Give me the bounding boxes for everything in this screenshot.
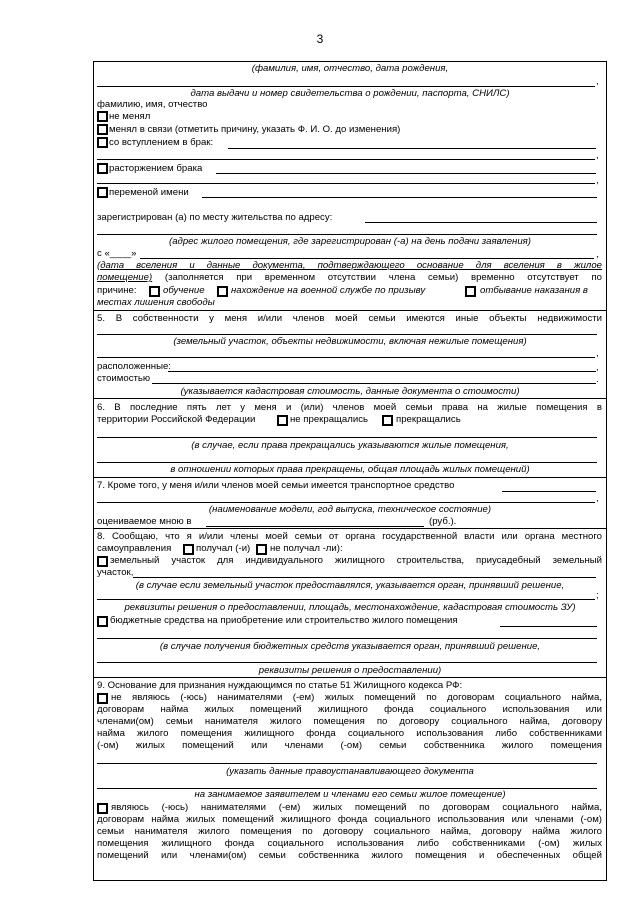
not-terminated-checkbox[interactable] xyxy=(277,415,288,426)
land-text: земельный участок для индивидуального жилищного строительства, приусадебный земельный xyxy=(110,555,602,566)
valued-suffix: (руб.). xyxy=(429,516,457,527)
not-tenant-checkbox[interactable] xyxy=(97,693,108,704)
rights-text: 6. В последние пять лет у меня и (или) членов моей семьи права на жилые помещения в xyxy=(97,402,602,413)
budget-line[interactable] xyxy=(500,626,597,627)
military-checkbox[interactable] xyxy=(217,286,228,297)
not-received-checkbox[interactable] xyxy=(256,544,267,555)
cost-line[interactable] xyxy=(152,383,596,384)
received-text: 8. Сообщаю, что я и/или члены моей семьи от органа государственной власти или органа местного xyxy=(97,531,602,542)
not-tenant-l5: (-ом) жилых помещений или членами (-ом) семьи собственника жилого помещения xyxy=(97,740,602,751)
budget-line-2[interactable] xyxy=(97,638,597,639)
not-changed-label: не менял xyxy=(109,111,151,122)
located-line[interactable] xyxy=(168,371,596,372)
divorce-checkbox[interactable] xyxy=(97,163,108,174)
absence-note: помещение) (заполняется при временном отсутствии члена семьи) временно отсутствует по xyxy=(97,272,602,283)
prison-label: отбывание наказания в xyxy=(480,285,588,296)
not-tenant-l1: не являюсь (-юсь) нанимателями (-ем) жилых помещений по договорам социального найма, xyxy=(111,692,602,703)
caption-budget-2: реквизиты решения о предоставлении) xyxy=(258,665,442,676)
study-label: обучение xyxy=(163,285,205,296)
caption-property: (земельный участок, объекты недвижимости, включая нежилые помещения) xyxy=(173,336,527,347)
divider-9 xyxy=(93,677,607,678)
prison-label-cont: местах лишения свободы xyxy=(97,297,215,308)
valued-line[interactable] xyxy=(206,526,424,527)
rights-line2: территории Российской Федерации xyxy=(97,414,256,425)
not-changed-checkbox[interactable] xyxy=(97,111,108,122)
terminated-label: прекращались xyxy=(396,414,461,425)
property-line-2[interactable] xyxy=(97,357,595,358)
not-tenant-l2: договорам найма жилых помещений жилищного фонда социального использования или xyxy=(97,704,602,715)
vehicle-text: 7. Кроме того, у меня и/или членов моей семьи имеется транспортное средство xyxy=(97,480,455,491)
cost-label: стоимостью xyxy=(97,373,151,384)
registered-label: зарегистрирован (а) по месту жительства по адресу: xyxy=(97,212,333,223)
budget-checkbox[interactable] xyxy=(97,616,108,627)
name-change-checkbox[interactable] xyxy=(97,187,108,198)
caption-budget-1: (в случае получения бюджетных средств указывается орган, принявший решение, xyxy=(159,641,541,652)
caption-rights-2: в отношении которых права прекращены, общая площадь жилых помещений) xyxy=(170,464,530,475)
caption-address: (адрес жилого помещения, где зарегистрирован (-а) на день подачи заявления) xyxy=(169,236,531,247)
vehicle-line[interactable] xyxy=(502,491,596,492)
rights-line-2[interactable] xyxy=(97,462,597,463)
changed-label: менял в связи (отметить причину, указать Ф. И. О. до изменения) xyxy=(109,124,401,135)
basis-title: 9. Основание для признания нуждающимся по статье 51 Жилищного кодекса РФ: xyxy=(97,680,463,691)
land-line[interactable] xyxy=(133,577,596,578)
not-received-label: не получал -ли): xyxy=(270,543,343,554)
land-text-cont: участок, xyxy=(97,567,134,578)
land-line-2[interactable] xyxy=(97,599,595,600)
name-change-label: переменой имени xyxy=(109,187,189,198)
caption-document: дата выдачи и номер свидетельства о рождении, паспорта, СНИЛС) xyxy=(190,88,510,99)
caption-cost: (указывается кадастровая стоимость, данные документа о стоимости) xyxy=(180,386,520,397)
divider-5 xyxy=(93,310,607,311)
caption-land-1: (в случае если земельный участок предоставлялся, указывается орган, принявший решение, xyxy=(135,580,565,591)
caption-rights-1: (в случае, если права прекращались указываются жилые помещения, xyxy=(191,440,509,451)
received-checkbox[interactable] xyxy=(183,544,194,555)
budget-label: бюджетные средства на приобретение или строительство жилого помещения xyxy=(110,615,458,626)
divider-7 xyxy=(93,477,607,478)
since-line[interactable] xyxy=(140,258,594,259)
tenant-l3: семьи нанимателя жилого помещения по договору социального найма, договору найма жилого xyxy=(97,826,602,837)
marriage-checkbox[interactable] xyxy=(97,137,108,148)
since-label: с «____» xyxy=(97,248,137,259)
tenant-l1: являюсь (-юсь) нанимателями (-ем) жилых помещений по договорам социального найма, xyxy=(111,802,602,813)
rights-line[interactable] xyxy=(97,437,597,438)
received-label: получал (-и) xyxy=(196,543,251,554)
name-change-line[interactable] xyxy=(202,197,597,198)
study-checkbox[interactable] xyxy=(149,286,160,297)
not-tenant-l4: найма жилого помещения жилищного фонда социального использования либо собственниками xyxy=(97,728,602,739)
valued-label: оцениваемое мною в xyxy=(97,516,192,527)
not-tenant-l3: членами(ом) семьи нанимателя жилого помещения по договору социального найма, договору xyxy=(97,716,602,727)
divorce-line[interactable] xyxy=(216,173,596,174)
caption-fio: (фамилия, имя, отчество, дата рождения, xyxy=(251,63,449,74)
tenant-l5: помещений или членами(ом) семьи собственника жилого помещения и обеспеченных общей xyxy=(97,850,602,861)
military-label: нахождение на военной службе по призыву xyxy=(231,285,426,296)
page-number: 3 xyxy=(316,32,324,46)
caption-vehicle: (наименование модели, год выпуска, техническое состояние) xyxy=(208,504,492,515)
reason-label: причине: xyxy=(97,285,137,296)
divorce-label: расторжением брака xyxy=(109,163,203,174)
terminated-checkbox[interactable] xyxy=(382,415,393,426)
divider-6 xyxy=(93,398,607,399)
budget-line-3[interactable] xyxy=(97,662,597,663)
not-terminated-label: не прекращались xyxy=(290,414,369,425)
property-text: 5. В собственности у меня и/или членов моей семьи имеются иные объекты недвижимости xyxy=(97,313,602,324)
property-line[interactable] xyxy=(97,334,597,335)
vehicle-line-2[interactable] xyxy=(97,502,595,503)
surname-label: фамилию, имя, отчество xyxy=(97,99,208,110)
land-checkbox[interactable] xyxy=(97,556,108,567)
marriage-label: со вступлением в брак: xyxy=(109,137,214,148)
address-line-2[interactable] xyxy=(97,234,597,235)
address-line[interactable] xyxy=(365,222,597,223)
fio-line[interactable] xyxy=(97,86,595,87)
tenant-checkbox[interactable] xyxy=(97,803,108,814)
prison-checkbox[interactable] xyxy=(465,286,476,297)
basis-doc-line[interactable] xyxy=(97,763,597,764)
caption-basis-doc: (указать данные правоустанавливающего документа xyxy=(226,766,474,777)
tenant-l4: помещения жилищного фонда социального использования либо собственниками (-ом) жилых xyxy=(97,838,602,849)
caption-basis-doc-2: на занимаемое заявителем и членами его семьи жилое помещение) xyxy=(194,789,506,800)
tenant-l2: договорам найма жилых помещений жилищного фонда социального использования или членами (-ом) xyxy=(97,814,602,825)
caption-land-2: реквизиты решения о предоставлении, площадь, местонахождение, кадастровая стоимость ЗУ) xyxy=(124,602,576,613)
received-prefix: самоуправления xyxy=(97,543,172,554)
absence-caption: (дата вселения и данные документа, подтверждающего основание для вселения в жилое xyxy=(97,260,602,271)
marriage-line[interactable] xyxy=(228,148,596,149)
changed-checkbox[interactable] xyxy=(97,124,108,135)
marriage-line-2[interactable] xyxy=(97,159,595,160)
divider-8 xyxy=(93,528,607,529)
divorce-line-2[interactable] xyxy=(97,183,595,184)
located-label: расположенные: xyxy=(97,361,171,372)
